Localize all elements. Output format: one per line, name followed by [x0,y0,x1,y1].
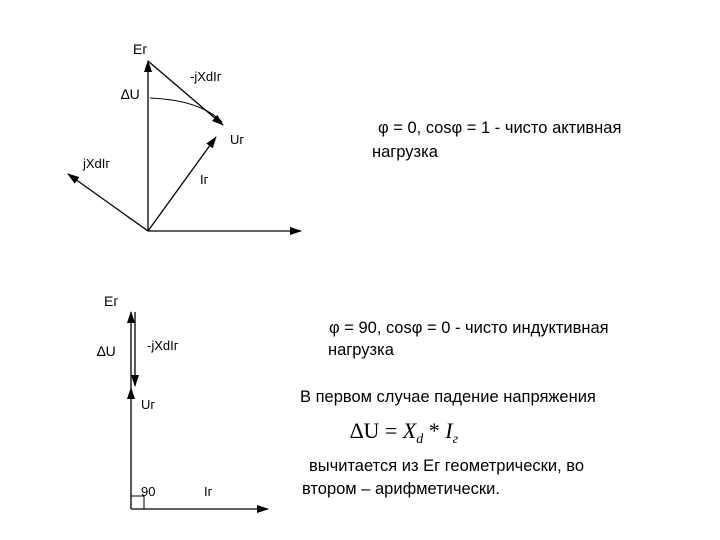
formula-ig: I [445,418,453,443]
d1-label-ig: Iг [200,172,209,187]
diagram-active-load [68,41,301,231]
caption-inductive-line2: нагрузка [328,341,394,359]
d1-label-delta-u: ∆U [121,86,140,102]
formula-multiply: * [428,418,440,443]
d2-label-angle: 90 [141,484,156,499]
d2-label-ig: Iг [204,484,213,499]
d1-label-neg-jxd: -jXdIг [190,69,222,84]
formula-ig-subscript: г [452,432,459,447]
d2-label-eg: Ег [104,293,119,309]
text-line3: втором – арифметически. [302,480,500,498]
formula-xd-subscript: d [416,432,424,447]
diagram-inductive-load [97,293,268,509]
caption-inductive-line1: φ = 90, cosφ = 0 - чисто индуктивная [329,319,609,337]
d1-delta-u-arc [150,98,222,122]
formula-delta-u: ∆U [350,418,380,443]
formula-xd: X [402,418,417,443]
d2-label-neg-jxd: -jXdIг [147,338,179,353]
caption-active-line1: φ = 0, cosφ = 1 - чисто активная [378,119,622,137]
d2-label-ug: Uг [141,397,156,412]
d1-jxd-vector [68,174,148,231]
text-line2: вычитается из Ег геометрически, во [309,457,585,475]
d1-label-ug: Uг [230,132,245,147]
formula-equals: = [384,418,398,443]
caption-active-line2: нагрузка [372,143,438,161]
voltage-drop-formula [350,418,459,447]
d2-label-delta-u: ∆U [97,343,116,359]
text-line1: В первом случае падение напряжения [300,388,596,406]
d1-label-jxd: jXdIг [83,156,111,171]
d1-label-eg: Ег [133,41,148,57]
